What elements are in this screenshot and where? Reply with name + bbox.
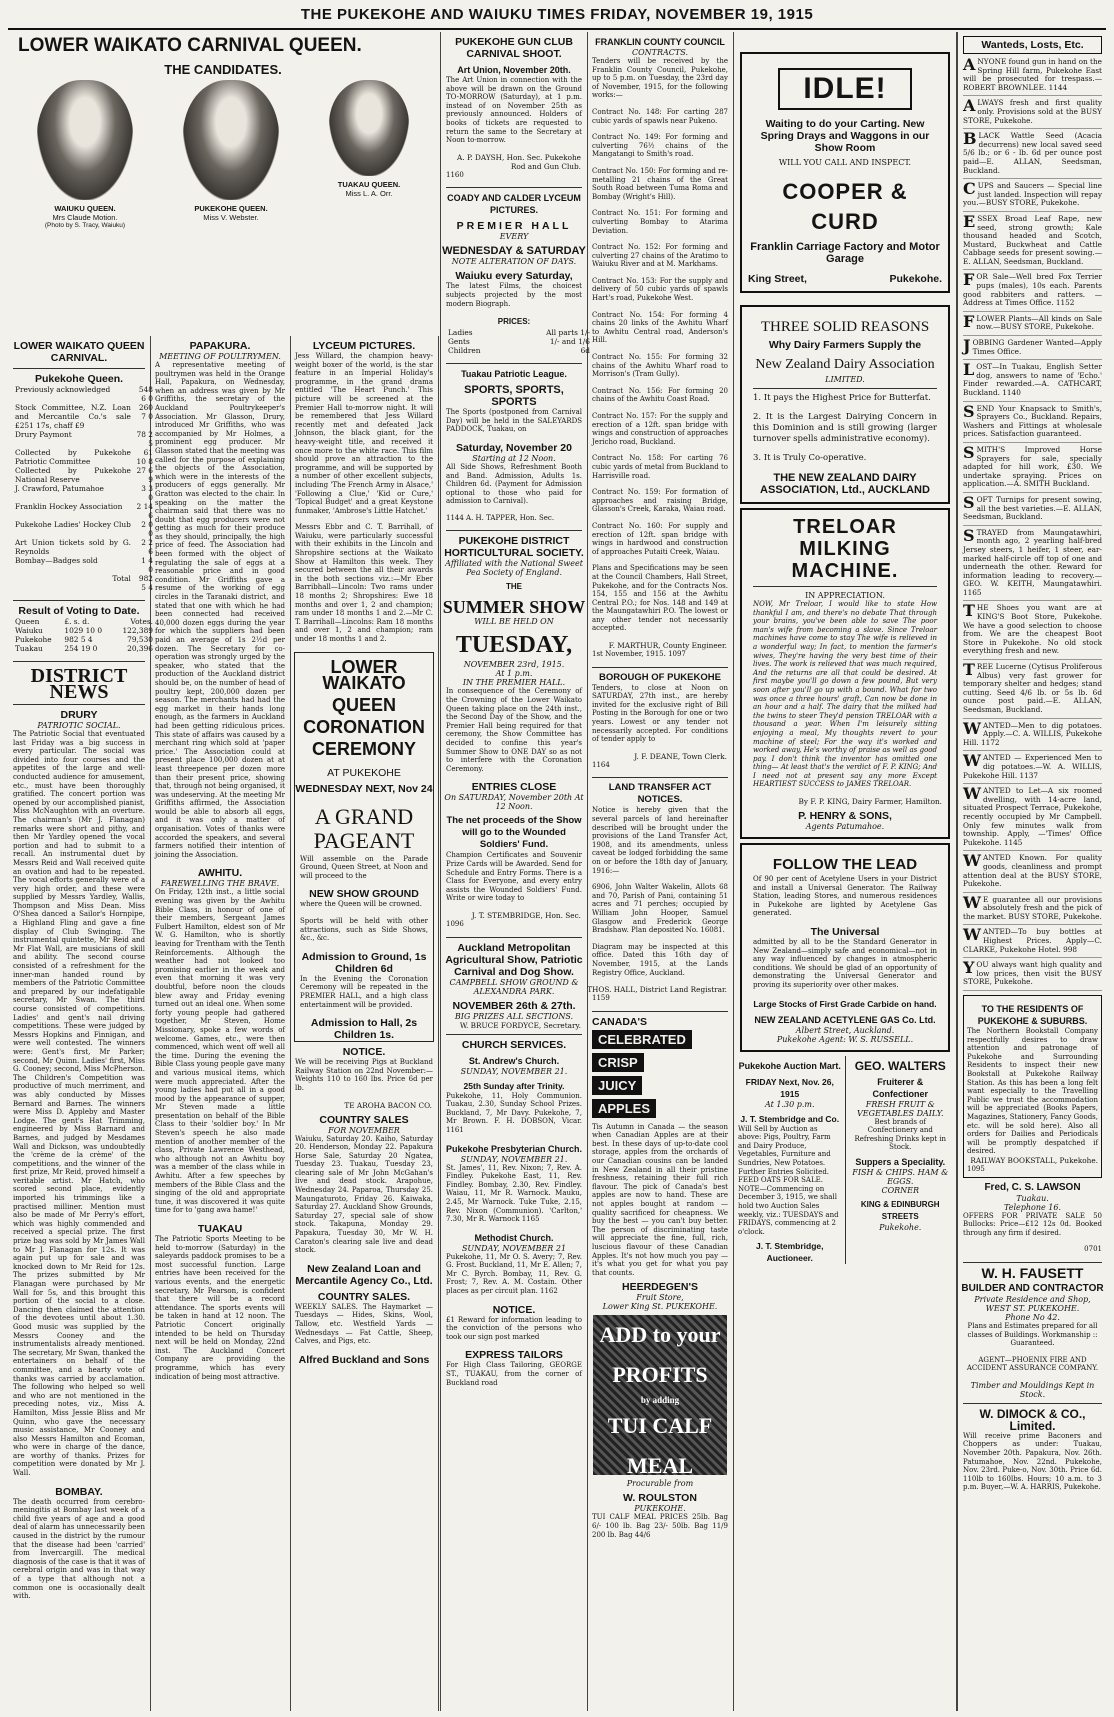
treloar-text: NOW, Mr Treloar, I would like to state How thankful I am, and there's no debate That through your brains, you've been able to save The poor man's wife from becoming a slave. Since Treloar machines have come to stay The wife is relieved in a wonderful way; In fact, to mention the farmer's wives, They're having the very best time of their lives. The work is relieved that was much required, And the returns are all that could be desired. At first maybe you'll go down a few pound, But very soon after you'll go up with a bound. What for two was once a three hours' graft, Can now be done in an hour and a half. The dairy that the milked had the twins to steer They'd pension TRELOAR with a thousand a year. When I'm leisurely sitting enjoying a meal, My thoughts revert to your machine of steel; For the way it's worked and worked away, He's worthy of praise as well as good pay. I don't think the inventor has omitted one thing— At least that's the verdict of F. P. KING; And I need not at present say any more Except HEARTIEST SUCCESS to JAMES TRELOAR.: [753, 600, 937, 789]
borough-head: BOROUGH OF PUKEKOHE: [599, 671, 721, 683]
tuakau-text: The Patriotic Sports Meeting to be held to-morrow (Saturday) in the saleyards paddock promises to be a most successful function. Large entries have been received for the various events, and the energetic secretary, Mr Pearson, is confident that there will be a record attendance. The sports events will be taken in hand at 12 noon. The Patriotic Concert originally intended to be held on Thursday next will be held on Monday, 22nd inst. The Auckland Concert Company are providing the programme, which has every indication of being most attractive.: [155, 1235, 285, 1381]
bookstall-ad: [963, 995, 1102, 1178]
lyceum-text-2: Messrs Ebbr and C. T. Barrihall, of Waiuku, were particularly successful with their exhibits in the Lincoln and Shropshire sections at the Waikato Show at Hamilton this week. They secured between the all their awards in the both sections viz.:—Mr Eber Barribhall—Lincoln: Two rams under 18 months 2; Shropshires: Ewe 18 months and over 1, 2 and champion; ram under 18 months 1 and 2.—Mr C. T. Barrihall—Lincolns: Ram 18 months and over 1, 2 and champion; ram under 18 months 1 and 2.: [295, 523, 433, 643]
column-4: [440, 32, 588, 1711]
column-3: [290, 336, 439, 1711]
canada-ad: [592, 1016, 728, 1312]
apples-line-3: JUICY: [592, 1076, 642, 1095]
coronation-ad: [294, 652, 434, 1043]
nzda-ad: [740, 305, 950, 504]
stembridge: J. T. Stembridge and Co.: [740, 1113, 840, 1124]
fruiterer: Fruiterer & Confectioner: [872, 1076, 928, 1099]
lawson-place: Tuakau.: [1016, 1193, 1049, 1203]
country2-text: WEEKLY SALES. The Haymarket — Tuesdays — Hides, Skins, Wool, Tallow, etc. Westfield Yards — Wednesdays — Fat Cattle, Sheep, Calves, and Pigs, etc.: [295, 1302, 433, 1346]
sports-text-2: All Side Shows, Refreshment Booth and Band. Admission, Adults 1s. Children 6d. (Payment for Admission optional to those who paid for admission to Carnival).: [446, 462, 582, 506]
alfred-buckland: Alfred Buckland and Sons: [298, 1353, 430, 1366]
fish-chips: FISH & CHIPS. HAM & EGGS.: [852, 1167, 949, 1186]
idle-call: WILL YOU CALL AND INSPECT.: [778, 158, 912, 167]
walters-place: Pukekohe.: [879, 1222, 922, 1232]
contract-153: Contract No. 153: For the supply and delivery of 50 cubic yards of spawls Hart's road, Pukekohe West.: [592, 276, 728, 303]
residents-sig: RAILWAY BOOKSTALL, Pukekohe.: [970, 1155, 1098, 1165]
table-row: Total 982 5 4: [112, 574, 153, 592]
table-row: Gents 1/- and 1/6: [448, 337, 590, 347]
list-item: ANYONE found gun in hand on the Spring Hill farm, Pukekohe East will be prosecuted for trespass.—ROBERT BROWNLEE. 1144: [963, 58, 1102, 96]
roulston-price: TUI CALF MEAL PRICES 25lb. Bag 6/- 100 lb. Bag 23/- 50lb. Bag 11/9 200 lb. Bag 44/6: [592, 1513, 728, 1539]
roulston-place: PUKEKOHE.: [634, 1504, 686, 1514]
table-row: Pukekohe 982 5 4 79,530: [15, 635, 153, 644]
table-row: Art Union tickets sold by G. Reynolds 2 2 6: [15, 538, 153, 556]
corner: CORNER: [881, 1185, 920, 1195]
pq-head: Pukekohe Queen.: [34, 373, 124, 385]
district-news-head: DISTRICT NEWS: [30, 665, 128, 703]
lyc-note: NOTE ALTERATION OF DAYS.: [451, 257, 577, 267]
henry-sub: Agents Patumahoe.: [805, 822, 885, 832]
wanted-head: Wanteds, Losts, Etc.: [963, 36, 1102, 54]
coronation-at: AT PUKEKOHE: [327, 766, 401, 779]
contract-154: Contract No. 154: For forming 4 chains 20 links of the Awhitu Wharf to Awhitu Central road, Anderson's Hill.: [592, 310, 728, 345]
fcc-sub: CONTRACTS.: [631, 48, 688, 57]
residents-head: TO THE RESIDENTS OF PUKEKOHE & SUBURBS.: [977, 1004, 1088, 1027]
coronation-line-2: QUEEN: [331, 694, 396, 715]
land-head: LAND TRANSFER ACT NOTICES.: [608, 782, 712, 806]
list-item: YOU always want high quality and low prices, then visit the BUSY STORE, Pukekohe.: [963, 961, 1102, 991]
list-item: ALWAYS fresh and first quality only. Provisions sold at the BUSY STORE, Pukekohe.: [963, 99, 1102, 129]
auction-sig: J. T. Stembridge, Auctioneer.: [755, 1241, 824, 1264]
treloar-sig: By F. P. KING, Dairy Farmer, Hamilton.: [798, 797, 942, 807]
contract-160: Contract No. 160: For supply and erection of 12ft. span bridge with wings in hardwood and construction of approaches Putaiti Creek, Waiau.: [592, 521, 728, 556]
contract-155: Contract No. 155: For forming 32 chains of the Awhitu Wharf road to Morrison's (Tram Gully).: [592, 353, 728, 379]
proceeds-sig: J. T. STEMBRIDGE, Hon. Sec.: [471, 910, 581, 920]
fausett: W. H. FAUSETT: [981, 1264, 1084, 1281]
caption-tuakau: TUAKAU QUEEN.: [337, 180, 401, 189]
notice4-text-2: For High Class Tailoring, GEORGE ST., TUAKAU, from the corner of Buckland road: [446, 1361, 582, 1387]
gun-text: The Art Union in connection with the above will be drawn on the Ground TO-MORROW (Saturday), at 1 p.m. instead of on November 25th as previously announced. Holders of books of tickets are requested to return the same to the Secretary at Noon to-morrow.: [446, 76, 582, 145]
lawson-text: OFFERS FOR PRIVATE SALE 50 Bullocks: Price—£12 12s 0d. Booked through any firm if desired.: [963, 1211, 1102, 1237]
tui-logo: TUI CALF MEAL: [607, 1413, 713, 1479]
summer-head: SUMMER SHOW: [442, 597, 586, 618]
church2-date: SUNDAY, NOVEMBER 21.: [460, 1154, 568, 1164]
tpl-head: Tuakau Patriotic League.: [461, 369, 567, 380]
table-row: Queen £. s. d. Votes.: [15, 617, 153, 626]
church3-text: Pukekohe, 11, Mr O. S. Avery; 7, Rev. G. Frost. Buckland, 11, Mr E. Allen; 7, Mr C. Byrch. Bombay, 11, Rev. G. Frost; 7, Rev. A. M. Costain. Other places as per circuit plan. 1162: [446, 1252, 582, 1296]
acetylene-agent: Pukekohe Agent: W. S. RUSSELL.: [776, 1034, 914, 1044]
notice-head: NOTICE.: [342, 1046, 386, 1059]
list-item: THE Shoes you want are at KING'S Boot Store, Pukekohe. We have a good selection to choose from. We are the cheapest Boot Store in Pukekohe. No old stock everything fresh and new.: [963, 604, 1102, 660]
column-5: [587, 32, 734, 1711]
table-row: Collected by Pukekohe Patriotic Committee 61 10 8: [15, 448, 153, 466]
pq-table: [13, 385, 155, 592]
cooper-curd: COOPER & CURD: [782, 179, 908, 234]
list-item: WANTED Known. For quality goods, cleanliness and prompt attention deal at the BUSY STORE, Pukekohe.: [963, 854, 1102, 892]
fcc-sig: F. MARTHUR, County Engineer.: [608, 641, 727, 651]
prices-table: [446, 328, 592, 355]
country2-head: COUNTRY SALES.: [317, 1290, 411, 1303]
pageant-text: Will assemble on the Parade Ground, Queen Street, at Noon and will proceed to the: [300, 854, 428, 880]
papakura-text: A representative meeting of poultrymen was held in the Orange Hall, Papakura, on Wednesday, when an address was given by Mr Griffiths, the secretary of the Auckland Poultrykeeper's Association. Mr Glasson, Drury, introduced Mr Griffiths, who was accompanied by Mr Holmes, a prominent egg producer. Mr Glasson stated that the meeting was called for the purpose of explaining the objects of the Association, which were in the interests of the producers of eggs generally. Mr Gratton was elected to the chair. In speaking on the matter the chairman said that there was no doubt that egg producers were not getting as much for their produce as they should, principally, the high price of feed. The Association had been formed with the object of regulating the sale of eggs at a reasonable price and in good condition. Mr Griffiths gave a resume of the working of egg circles in the Taranaki district, and stated that one with which he had been connected had received 40,000 dozen eggs during the year for which the suppliers had been paid an average of 1s 2½d per dozen. The Secretary for co-operation was strongly urged by the speaker, who stated that the production of the Auckland district should be, on the number of head of poultry kept, 200,000 dozen per season. The merchants had had the egg market in their hands long enough, as the farmers in Auckland had been getting ridiculous prices. This state of affairs was caused by a merchant ring which sold at 'paper price.' The Association could at present place 100,000 dozen at at least threepence per dozen more than their present price, showing that, through not being organised, it was undeserving. At the meeting Mr Griffiths affirmed, the Association would be able to absorb all eggs, and it was only a matter of organisation. Votes of thanks were accorded the speakers, and several farmers notified their intention of joining the Association.: [155, 361, 285, 859]
person-pukekohe: Miss V. Webster.: [203, 213, 259, 222]
ak-head: Auckland Metropolitan Agricultural Show, Patriotic Carnival and Dog Show.: [445, 941, 583, 978]
list-item: SEND Your Knapsack to Smith's, Sprayers Co., Buckland. Repairs, Washers and Fittings at wholesale prices. Satisfaction guaranteed.: [963, 405, 1102, 443]
list-item: WANTED—To buy bottles at Highest Prices. Apply—C. CLARKE, Pukekohe Hotel. 998: [963, 928, 1102, 958]
proceeds-num: 1096: [446, 919, 464, 928]
proceeds-head: The net proceeds of the Show will go to the Wounded Soldiers' Fund.: [446, 815, 582, 851]
carnival-head: LOWER WAIKATO QUEEN CARNIVAL.: [13, 340, 145, 364]
lyceum-text: Jess Willard, the champion heavy-weight boxer of the world, is the star feature in an Imperial Holiday's programme, in the grand drama entitled 'The Heart Punch.' This picture will be screened at the Premier Hall to-morrow night. It will be remembered that Jess Willard recently met and defeated Jack Johnson, the black giant, for the heavy-weight title, and received it once more to the white race. This film should prove an attraction to the programme, and will be supported by a number of other excellent subjects, including 'The French Army in Alsace,' 'Following a Clue,' 'Kid or Cure,' 'Topical Budget' and a great Keystone funmaker, 'Ambrose's Little Hatchet.': [295, 352, 433, 515]
church1-text: Pukekohe, 11, Holy Communion. Tuakau, 2.30, Sunday School Prizes. Buckland, 7, Mr Davy. Pukekohe, 7, Mr Brown. F. H. DOBSON, Vicar. 1161: [446, 1091, 582, 1134]
acetylene-name: NEW ZEALAND ACETYLENE GAS Co. Ltd.: [754, 1014, 936, 1025]
carnival-title: LOWER WAIKATO CARNIVAL QUEEN.: [18, 35, 362, 56]
reason-1: 1. It pays the Highest Price for Butterfat.: [753, 393, 931, 403]
column-6: [734, 32, 957, 1711]
table-row: Ladies All parts 1/-: [448, 328, 590, 338]
three-reasons: THREE SOLID REASONS: [760, 319, 930, 335]
borough-sig: J. F. DEANE, Town Clerk.: [634, 751, 727, 761]
country-head: COUNTRY SALES: [319, 1113, 409, 1126]
auction-head: Pukekohe Auction Mart.: [738, 1060, 841, 1071]
waiuku-head: Waiuku every Saturday,: [455, 270, 573, 283]
church3-head: Methodist Church.: [474, 1232, 554, 1243]
list-item: TREE Lucerne (Cytisus Proliferous Albus) very fast grower for temporary shelter and hedges; stand cutting. Seed 4/6 lb. or 5s lb. 6d ounce post paid.—E. ALLAN, Seedsman, Buckland.: [963, 663, 1102, 719]
papakura-head: PAPAKURA.: [189, 340, 251, 352]
list-item: STRAYED from Maungatawhiri, month ago, 2 yearling half-bred Jersey steers, 1 heifer, 1 steer, ear-marked half-circle off top of one and underneath the other. Reward for information leading to recovery.—GEO. W. KEITH, Maungatawhiri. 1165: [963, 529, 1102, 602]
fruit-addr: Lower King St. PUKEKOHE.: [602, 1302, 718, 1312]
church2-text: St. James', 11, Rev. Nixon; 7, Rev. A. Findley. Pukekohe East, 11, Rev. Findley. Bombay, 2.30, Rev. Findley. Waiau, 11, Mr R. Warnock. Mauku, 2.45, Mr Warnock. Tuke Tuke, 2.15, Rev. Nixon (Communion). 'Carlton,' 7.30, Mr R. Warnock 1165: [446, 1163, 582, 1224]
photo-tuakau: [329, 80, 409, 176]
pukekohe-label: Pukekohe.: [889, 273, 942, 285]
lawson-tel: Telephone 16.: [1004, 1202, 1061, 1212]
coronation-line-1: LOWER WAIKATO: [322, 656, 406, 693]
hort-head: PUKEKOHE DISTRICT HORTICULTURAL SOCIETY.: [444, 535, 584, 560]
ak-ground: CAMPBELL SHOW GROUND & ALEXANDRA PARK.: [449, 977, 579, 996]
apples-line-1: CELEBRATED: [592, 1030, 692, 1049]
fausett-addr: WEST ST. PUKEKOHE.: [985, 1303, 1080, 1313]
fausett-agent: AGENT—PHOENIX FIRE AND ACCIDENT ASSURANCE COMPANY.: [966, 1355, 1099, 1373]
contract-148: Contract No. 148: For carting 287 cubic yards of spawls near Pukeno.: [592, 107, 728, 125]
idle-head: IDLE!: [778, 68, 912, 110]
table-row: Stock Committee, N.Z. Loan and Mercantile Co.'s sale £251 17s, chaff £9 260 7 0: [15, 403, 153, 430]
universal-text: admitted by all to be the Standard Generator in New Zealand—simply safe and economical—not in any way influenced by changes in atmospheric conditions. We should be glad of an opportunity of demonstrating the Universal Generator and proving its superiority over other makes.: [753, 938, 937, 989]
fcc-head: FRANKLIN COUNTY COUNCIL: [595, 37, 725, 47]
summer-sub: WILL BE HELD ON: [474, 617, 554, 627]
treloar-head: TRELOAR MILKING MACHINE.: [791, 516, 899, 582]
dimock-text: Will receive prime Baconers and Choppers as under: Tuakau, November 20th. Papakura, Nov. 26th. Patumahoe, Nov. 22nd. Pukekohe, Nov. 23rd. Puke-o, Nov. 30th. Price 6d. 110lb to 160lbs. Hours; 10 a.m. to 3 p.m. Buyer,—W. A. HARRIS, Pukekohe.: [963, 1431, 1102, 1492]
church1-sub: 25th Sunday after Trinity.: [463, 1080, 565, 1091]
lyc-every: EVERY: [499, 232, 529, 242]
candidates-subtitle: THE CANDIDATES.: [164, 62, 282, 77]
fausett-res: Private Residence and Shop,: [974, 1294, 1091, 1304]
candidate-pukekohe: [183, 80, 279, 229]
land-text-3: Diagram may be inspected at this office. Dated this 16th day of November, 1915, at the Lands Registry Office, Auckland.: [592, 942, 728, 977]
notice4-text: £1 Reward for information leading to the conviction of the persons who took our sign post marked: [446, 1315, 582, 1341]
suppers: Suppers a Speciality.: [855, 1156, 946, 1167]
church3-date: SUNDAY, NOVEMBER 21: [461, 1243, 567, 1253]
loan-head: New Zealand Loan and Mercantile Agency Co., Ltd.: [295, 1262, 433, 1287]
list-item: FOR Sale—Well bred Fox Terrier pups (males), 10s each. Parents good rabbiters and ratters. —Address at Times Office. 1152: [963, 273, 1102, 311]
king-street: King Street,: [748, 273, 807, 285]
tui-small: by adding: [640, 1395, 680, 1406]
table-row: Tuakau 254 19 0 20,396: [15, 644, 153, 653]
reason-3: 3. It is Truly Co-operative.: [753, 453, 867, 463]
sports-time: Starting at 12 Noon.: [472, 453, 556, 463]
admission: Admission to Ground, 1s Children 6d: [301, 950, 427, 975]
list-item: SMITH'S Improved Horse Sprayers for sale, specially adapted for hill work, £30. We undertake spraying. Prices on application.—A. SMITH Buckland.: [963, 446, 1102, 493]
notice-sig: TE AROHA BACON CO.: [344, 1100, 432, 1110]
coronation-line-4: CEREMONY: [311, 738, 416, 759]
land-text: Notice is hereby given that the several parcels of land hereinafter described will be brought under the provisions of the Land Transfer Act, 1908, and its amendments, unless caveat be lodged forbidding the same on or before the 18th day of January, 1916:—: [592, 806, 728, 875]
table-row: Pukekohe Ladies' Hockey Club 2 0 0: [15, 520, 153, 538]
contract-150: Contract No. 150: For forming and re-metalling 21 chains of the Great South Road between Tuma Roma and Bombay (Wright's Hill).: [592, 166, 728, 201]
ak-sig: W. BRUCE FORDYCE, Secretary.: [459, 1020, 581, 1030]
table-row: Children 6d: [448, 346, 590, 356]
contract-159: Contract No. 159: For formation of approaches and raising Bridge, Glasson's Creek, Karaka, Waiau road.: [592, 488, 728, 514]
candidate-waiuku: [37, 80, 133, 229]
candidate-tuakau: [329, 80, 409, 229]
table-row: Drury Paymont 78 2 5: [15, 430, 153, 448]
tui-top: ADD to your PROFITS: [599, 1322, 721, 1388]
tui-calf-meal-ad: [593, 1315, 727, 1479]
country-text: Waiuku, Saturday 20. Kaiho, Saturday 20. Henderson, Monday 22. Papakura Horse Sale, Saturday 20 Ngatea, Tuesday 23. Tuakau, Tuesday 23, clearing sale of Mr John McGahan's live and dead stock. Arapohue, Wednesday 24. Paparoa, Thursday 25. Maungaturoto, Friday 26. Kaiwaka, Saturday 27. Auckland Show Grounds, Saturday 27, special sale of show stock. Takapuna, Monday 29. Papakura, Tuesday 30, Mr W. H. Caraton's clearing sale live and dead stock.: [295, 1134, 433, 1255]
list-item: FLOWER Plants—All kinds on Sale now.—BUSY STORE, Pukekohe.: [963, 315, 1102, 336]
church1-head: St. Andrew's Church.: [468, 1055, 560, 1066]
summer-text: In consequence of the Ceremony of the Crowning of the Lower Waikato Queen taking place on the 24th inst., the Second Day of the Show, and the Premier Hall being required for that ceremony, the Show Committee has decided to confine this year's Summer Show to ONE DAY so as not to interfere with the Coronation Ceremony.: [446, 687, 582, 773]
auction-time: At 1.30 p.m.: [764, 1099, 815, 1109]
fcc-intro: Tenders will be received by the Franklin County Council, Pukekohe, up to 5 p.m. on Tuesday, the 23rd day of November, 1915, for the following works:—: [592, 57, 728, 100]
notice4-head: NOTICE.: [492, 1303, 536, 1316]
heerdegen: HEERDEGEN'S: [621, 1281, 698, 1294]
builder: BUILDER AND CONTRACTOR: [961, 1282, 1104, 1294]
notice-text: We will be receiving Pigs at Buckland Railway Station on 22nd November:— Weights 110 to 160 lbs. Price 6d per lb.: [295, 1058, 433, 1092]
auction-ad: [738, 1056, 846, 1265]
awhitu-text: On Friday, 12th inst., a little social evening was given by the Awhitu Bible Class, in honour of one of their members, Sergeant James Fulbert Hamilton, eldest son of Mr W. G. Hamilton, who is shortly leaving for Trentham with the Tenth Reinforcements. Although the weather had not looked too promising earlier in the week and even that morning it was very doubtful, before noon the clouds blew away and Friday evening turned out an ideal one. When some forty young people had gathered together, Mr Steven, Home Missionary, spoke a few words of welcome. Games, etc., were then commenced, which went off well all the time. During the evening the Bible Class young people gave many and various musical items, which were much appreciated. After the young ladies had put all in a good mood by the appearance of supper, Mr Steven made a little presentation on behalf of the Bible Class to their 'soldier boy.' In Mr Steven's speech he also made mention of another member of the class, Private Lawrence Westhead, who although not an Awhitu boy was a member of the class while in Awhitu. After a few speeches by members of the Bible Class and the singing of the old and appropriate tune, it was discovered it was quite time for to 'gang awa hame!': [155, 888, 285, 1215]
land-num: 1159: [592, 994, 610, 1003]
nzda-foot: THE NEW ZEALAND DAIRY ASSOCIATION, Ltd., AUCKLAND: [760, 472, 930, 496]
apples-line-2: CRISP: [592, 1053, 644, 1072]
lyc-head: COADY AND CALDER LYCEUM PICTURES.: [447, 193, 581, 216]
idle-text: Waiting to do your Carting. New Spring Drays and Waggons in our Show Room: [760, 118, 930, 154]
borough-text: Tenders, to close at Noon on SATURDAY, 27th inst., are hereby invited for the exclusive right of Bill Posting in the Borough for one or two years. Lowest or any tender not necessarily accepted. For conditions of tender apply to: [592, 683, 728, 744]
contract-151: Contract No. 151: For forming and culverting Bombay to Atarima Deviation.: [592, 209, 728, 235]
list-item: WANTED — Experienced Men to dig potatoes.—W. A. WILLIS, Pukekohe Hill. 1137: [963, 754, 1102, 784]
candidate-photos: [12, 80, 434, 229]
voting-table: [13, 617, 155, 653]
land-text-2: 6906, John Walter Wakelin, Allots 68 and 70, Parish of Pani, containing 51 acres and 71 perches; occupied by William John Hooper, Samuel Glasgow and Frederick George Bradshaw. Plan deposited No. 16081.: [592, 883, 728, 935]
church2-head: Pukekohe Presbyterian Church.: [445, 1143, 583, 1154]
column-1-text: [8, 336, 151, 1711]
universal: The Universal: [810, 926, 880, 939]
fruit-store: Fruit Store,: [636, 1293, 684, 1303]
sports-date: Saturday, November 20: [456, 441, 572, 454]
list-item: WANTED—Men to dig potatoes. Apply.—C. A. WILLIS, Pukekohe Hill. 1172: [963, 722, 1102, 752]
auction-date: FRIDAY Next, Nov. 26, 1915: [745, 1076, 834, 1099]
table-row: Franklin Hockey Association 2 14 6: [15, 502, 153, 520]
person-tuakau: Miss L. A. Orr.: [345, 189, 393, 198]
fcc-outro: Plans and Specifications may be seen at the Council Chambers, Hall Street, Pukekohe, and for the Contracts Nos. 154, 155 and 156 at the Awhitu Central P.O.; for Nos. 148 and 149 at the Maungatawhiri P.O. The lowest or any other tender not necessarily accepted.: [592, 564, 728, 633]
tuesday: TUESDAY,: [455, 632, 573, 659]
column-2: [150, 336, 291, 1711]
list-item: W E guarantee all our provisions absolutely fresh and the pick of the market. BUSY STORE, Pukekohe.: [963, 896, 1102, 926]
nzda-name: New Zealand Dairy Association: [755, 357, 935, 372]
contract-156: Contract No. 156: For forming 20 chains of the Awhitu Coast Road.: [592, 386, 728, 404]
canada-text: Tis Autumn in Canada — the season when Canadian Apples are at their best. In these days of up-to-date cool storage, apples from the orchards of our Canadian cousins can be landed in New Zealand in all their pristine freshness, retaining their full rich flavour. The pick of Canada's best apples are now to hand. These are not apples bought at random — quality sacrificed for cheapness. We buy the best — you can't buy better. The person of discriminating taste will appreciate the fine, full, rich, luscious flavour of these Canadian Apples. It's not how much you pay — it's what you get for what you pay that counts.: [592, 1122, 728, 1277]
fausett-timber: Timber and Mouldings Kept in Stock.: [970, 1380, 1095, 1399]
franklin-carriage: Franklin Carriage Factory and Motor Garage: [750, 241, 940, 265]
bombay-text: The death occurred from cerebro-meningitis at Bombay last week of a child five years of age and a good deal of alarm has unnecessarily been caused in the district by the rumour that the disease had been 'carried' from Invercargill. The medical diagnosis of the case is that it was of cerebral origin and was in that way of a type that although not a common one is occasionally dealt with.: [13, 1497, 145, 1601]
lawson-num: 0701: [1084, 1245, 1102, 1254]
auction-text: Will Sell by Auction as above: Pigs, Poultry, Farm and Dairy Produce, Vegetables, Furniture and Sundries, New Potatoes. Further Entries Solicited. FEED OATS FOR SALE. NOTE—Commencing on December 3, 1915, we shall hold two Auction Sales weekly, viz.: TUESDAYS and FRIDAYS, commencing at 2 o'clock.: [738, 1124, 839, 1236]
idle-ad: [740, 52, 950, 293]
coronation-line-3: CORONATION: [303, 716, 425, 737]
list-item: WANTED to Let—A six roomed dwelling, with 14-acre land, situated Prospect Terrace, Pukekohe, recently occupied by Mr Campbell. Only few minutes walk from township. Apply, —'Times' Office Pukekohe. 1145: [963, 787, 1102, 851]
pageant-ground: NEW SHOW GROUND: [309, 888, 419, 901]
person-waiuku: Mrs Claude Motion.: [52, 213, 118, 222]
admission-hall: Admission to Hall, 2s Children 1s.: [310, 1017, 418, 1042]
ak-date: NOVEMBER 26th & 27th.: [452, 999, 576, 1012]
ak-classes: BIG PRIZES ALL SECTIONS.: [454, 1011, 574, 1021]
canada-head: CANADA'S: [592, 1015, 647, 1028]
photo-pukekohe: [183, 80, 279, 200]
table-row: Bombay—Badges sold 1 4 0: [15, 556, 153, 574]
lyc-days: WEDNESDAY & SATURDAY: [442, 245, 586, 258]
nzda-ltd: LIMITED.: [825, 375, 865, 384]
coronation-date: WEDNESDAY NEXT, Nov 24: [295, 782, 433, 795]
list-item: LOST—In Tuakau, English Setter dog, answers to name of 'Echo.' Finder rewarded.—A. CATHCART, Buckland. 1140: [963, 363, 1102, 401]
evening-text: In the Evening the Coronation Ceremony will be repeated in the PREMIER HALL, and a high class entertainment will be provided.: [300, 974, 428, 1009]
entries-head: ENTRIES CLOSE: [471, 781, 557, 794]
the-label: THE: [506, 582, 522, 592]
borough-num: 1164: [592, 760, 610, 769]
acetylene-addr: Albert Street, Auckland.: [795, 1025, 895, 1035]
waiuku-text: The latest Films, the choicest subjects projected by the most modern Biograph.: [446, 282, 582, 308]
drury-head: DRURY: [60, 709, 98, 721]
sports-head: SPORTS, SPORTS, SPORTS: [464, 384, 564, 409]
lyc-hall: PREMIER HALL: [456, 220, 572, 233]
fresh-fruit: FRESH FRUIT & VEGETABLES DAILY.: [856, 1099, 944, 1118]
contract-157: Contract No. 157: For the supply and erection of a 12ft. span bridge with wings and construction of approaches Jericho road, Buckland.: [592, 412, 728, 446]
awhitu-sub: FAREWELLING THE BRAVE.: [160, 879, 280, 889]
best-brands: Best brands of Confectionery and Refreshing Drinks kept in Stock.: [854, 1117, 946, 1152]
photo-waiuku: [37, 80, 133, 200]
table-row: J. Crawford, Patumahoe 3 3 0: [15, 484, 153, 502]
fausett-phone: Phone No 42.: [1005, 1312, 1060, 1322]
residents-text: The Northern Bookstall Company respectfully desires to draw attention and patronage of Pukekohe and Surrounding Residents to inspect their new Bookstall at Pukekohe Railway Station. As this has been a long felt want especially to the Travelling Public we trust the accommodation will be appreciated (Books Papers, Magazines, Stationery, Fancy Goods, etc. will be sold here). Also all orders for Dailies and Periodicals will be promptly despatched if desired.: [967, 1027, 1098, 1156]
table-row: Waiuku 1029 10 0 122,389: [15, 626, 153, 635]
sports-text: The Sports (postponed from Carnival Day) will be held in the SALEYARDS PADDOCK, Tuakau, on: [446, 408, 582, 434]
king-edinburgh: KING & EDINBURGH STREETS: [860, 1199, 940, 1221]
follow-text: Of 90 per cent of Acetylene Users in your District and install a Universal Generator. The Railway Station, leading Stores, and numerous residences in Pukekohe are lighted by Acetylene Gas generated.: [753, 875, 937, 918]
roulston: W. ROULSTON: [623, 1492, 697, 1505]
express-tailors: EXPRESS TAILORS: [465, 1349, 563, 1362]
table-row: Previously acknowledged 548 6 0: [15, 385, 153, 403]
fcc-date: 1st November, 1915. 1097: [592, 650, 686, 659]
acetylene-ad: [740, 843, 950, 1052]
caption-waiuku: WAIUKU QUEEN.: [54, 204, 116, 213]
contract-149: Contract No. 149: For forming and culverting 76½ chains of the Mangatangi to Smith's road.: [592, 133, 728, 159]
pageant-head: A GRAND PAGEANT: [313, 803, 415, 853]
prices-head: PRICES:: [497, 317, 531, 327]
hort-sub: Affiliated with the National Sweet Pea Society of England.: [445, 559, 583, 578]
gun-num: 1160: [446, 170, 464, 179]
entries-text: On SATURDAY, November 20th At 12 Noon.: [444, 793, 584, 812]
walters-ad: [846, 1056, 953, 1265]
summer-hall: IN THE PREMIER HALL.: [462, 678, 566, 688]
list-item: CUPS and Saucers — Special line just landed. Inspection will repay you.—BUSY STORE, Pukekohe.: [963, 182, 1102, 212]
gun-sub: Art Union, November 20th.: [457, 65, 571, 75]
list-item: ESSEX Broad Leaf Rape, new seed, strong growth; Kale thousand headed and Scotch, Mustard, Buckwheat and Cattle Cabbage seeds for present sowing.—E. ALLAN, Seedsman, Buckland.: [963, 215, 1102, 271]
list-item: SOFT Turnips for present sowing, all the best varieties.—E. ALLAN, Seedsman, Buckland.: [963, 496, 1102, 526]
list-item: BLACK Wattle Seed (Acacia decurrens) new local saved seed 5/6 lb.; or 6 - lb. 6d per ounce post paid—E. ALLAN, Seedsman, Buckland.: [963, 132, 1102, 179]
henry: P. HENRY & SONS,: [798, 810, 892, 823]
papakura-sub: MEETING OF POULTRYMEN.: [159, 352, 281, 361]
masthead: THE PUKEKOHE AND WAIUKU TIMES FRIDAY, NOVEMBER 19, 1915: [8, 2, 1106, 30]
land-sig: THOS. HALL, District Land Registrar.: [587, 985, 727, 995]
contract-152: Contract No. 152: For forming and culverting 27 chains of the Aratimo to Waiuku River and at M. Markhams.: [592, 243, 728, 269]
lyceum-head: LYCEUM PICTURES.: [312, 340, 416, 352]
summer-date: NOVEMBER 23rd, 1915.: [463, 660, 565, 670]
roulston-head: Procurable from: [626, 1479, 694, 1489]
church-head: CHURCH SERVICES.: [461, 1038, 567, 1051]
three-sub: Why Dairy Farmers Supply the: [768, 339, 922, 351]
residents-num: 1095: [967, 1164, 985, 1173]
drury-text: The Patriotic Social that eventuated last Friday was a big success in every particular. The social was divided into four courses and the appetites of the large and well-conducted audience for amusement, etc., must have been thoroughly gratified. The concert portion was opened by our accomplished pianist, Miss McNaughton with an overture. The chairman's (Mr J. Flanagan) remarks were short and pithy, and then Mr Yardley opened the vocal portion and had to submit to a recall. An instrumental duet by Messrs Reid and Wall received quite an ovation and had to be repeated. The vocal efforts generally were of a very high order, and these were supplied by Messrs Yardley, Wallis, Thompson and Miss Dean. Miss O'Shea danced a Sailor's Hornpipe, a Highland Fling and gave a fine display of Club Swinging. The instrumental quintette, Mr Reid and Mr Flat Wall, are musicians of skill and ability. The second course consisted of a refreshment for the inner-man handed round by members of the Patriotic Committee and prepared by our indefatigable secretary, Mr Swan. The third course consisted of competitions. Ladies' and gent's nail driving competitions. These were judged by Messrs Hopkins and Finnigan, and were well contested. The winners were: Gent's first, Mr Parker; second, Mr Quinn. Ladies' first, Miss G. Cooney; second, Miss McPherson. The Children's Competition was productive of much merriment, and was ably conducted by Misses Bernard and Barnes. The winners were Miss D. Appleby and Master Lodge. The gent's Hat Trimming, engineered by Miss Barnard and Barnes, and judged by Mesdames Wall and Dickson, was undoubtedly the 'crème de la crème' of the competitions, and the winner of the first prize, Mr Reid, proved himself a veritable artist. Mr Hatch, who scored second place, evidently imported his trimmings like a practised milliner. Mention must also be made of Mr Perry's effort, which was highly commended and received a special prize. The first prize bag was sold by Mr James Wall to Mr J. Flanagan for 12s. It was again put up for sale and was knocked down to Mr Reid for 12s. The prizes submitted by Mr Flanagan were purchased by Mr Wall for 5s, and this brought this portion of the social to a close. Dancing then claimed the attention of the devotees until about 1.30. Good music was supplied by the Messrs Cooney and the instrumentalists already mentioned. The secretary, Mr Swan, thanked the entertainers on behalf of the committee, and a hearty vote of thanks was carried by acclamation. The following who helped so well and who are not mentioned in the preceding notes, viz., Miss A. Hamilton, Miss Jessie Bliss and Mr Quinn, who gave the necessary music assistance, Mr Cooney and also Messrs Hamilton and Ecoman, who were in charge of the dance, are worthy of thanks. Prizes for competition were donated by Mr J. Wall.: [13, 730, 145, 1478]
gun-head: PUKEKOHE GUN CLUB CARNIVAL SHOOT.: [455, 36, 573, 60]
summer-time: At 1 p.m.: [495, 669, 533, 679]
country-sub: FOR NOVEMBER: [328, 1125, 400, 1135]
drury-sub: PATRIOTIC SOCIAL.: [37, 721, 121, 730]
follow-lead: FOLLOW THE LEAD: [772, 856, 918, 874]
pageant-text-2: where the Queen will be crowned.: [300, 900, 422, 909]
appreciation: IN APPRECIATION.: [805, 591, 885, 600]
church1-date: SUNDAY, NOVEMBER 21.: [460, 1066, 568, 1076]
bombay-head: BOMBAY.: [55, 1485, 103, 1498]
sports-sig: 1144 A. H. TAPPER, Hon. Sec.: [446, 513, 555, 522]
pageant-text-3: Sports will be held with other attractions, such as Side Shows, &c., &c.: [300, 916, 428, 943]
contract-158: Contract No. 158: For carting 76 cubic yards of metal from Buckland to Harrisville road.: [592, 454, 728, 480]
lawson: Fred, C. S. LAWSON: [984, 1181, 1081, 1193]
treloar-ad: [740, 508, 950, 839]
reason-2: 2. It is the Largest Dairying Concern in this Dominion and is still growing (larger turnover spells administrative economy).: [753, 412, 937, 444]
tuakau-head: TUAKAU: [197, 1223, 243, 1235]
gun-sig: A. P. DAYSH, Hon. Sec. Pukekohe Rod and Gun Club.: [457, 152, 581, 171]
caption-pukekohe: PUKEKOHE QUEEN.: [194, 204, 268, 213]
list-item: JOBBING Gardener Wanted—Apply Times Office.: [963, 339, 1102, 360]
geo-walters: GEO. WALTERS: [854, 1058, 946, 1073]
bottom-ads: [738, 1056, 952, 1265]
awhitu-head: AWHITU.: [197, 867, 243, 880]
column-7: [957, 32, 1107, 1711]
fausett-text: Plans and Estimates prepared for all classes of Buildings. Workmanship :: Guaranteed.: [967, 1321, 1098, 1348]
credit-waiuku: (Photo by S. Tracy, Waiuku): [44, 222, 126, 229]
table-row: Collected by Pukekohe National Reserve 27 6 9: [15, 466, 153, 484]
proceeds-text: Champion Certificates and Souvenir Prize Cards will be Awarded. Send for Schedule and Entry Forms. There is a Class for Everyone, and every entry assists the Wounded Soldiers' Fund. Write or wire today to: [446, 851, 582, 903]
large-stocks: Large Stocks of First Grade Carbide on hand.: [753, 998, 937, 1009]
dimock: W. DIMOCK & CO., Limited.: [979, 1406, 1086, 1433]
apples-line-4: APPLES: [592, 1099, 656, 1118]
voting-head: Result of Voting to Date.: [18, 605, 140, 617]
